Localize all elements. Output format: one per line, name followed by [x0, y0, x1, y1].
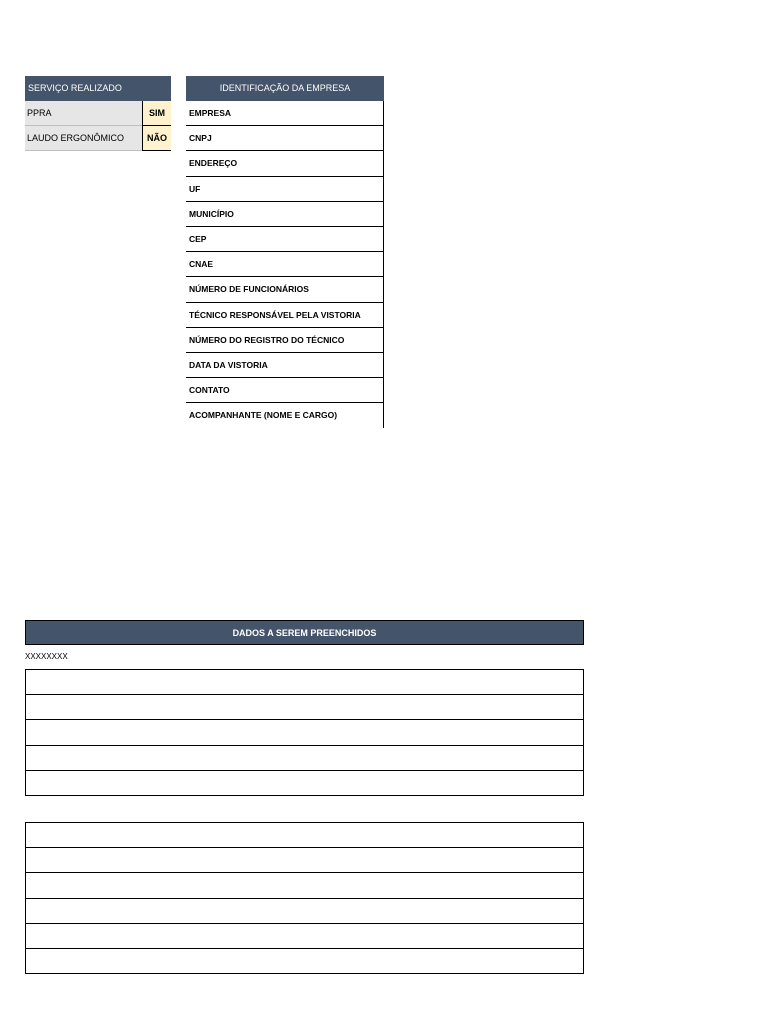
ident-field-cnpj[interactable]: CNPJ — [186, 126, 384, 151]
ident-field-cnae[interactable]: CNAE — [186, 252, 384, 277]
ident-field-empresa[interactable]: EMPRESA — [186, 101, 384, 126]
identificacao-header: IDENTIFICAÇÃO DA EMPRESA — [186, 76, 384, 101]
dados2-row[interactable] — [25, 848, 584, 873]
ident-field-acompanhante[interactable]: ACOMPANHANTE (NOME E CARGO) — [186, 403, 384, 428]
dados-row[interactable] — [25, 695, 584, 720]
servico-row-ppra — [25, 101, 171, 126]
dados2-row[interactable] — [25, 899, 584, 924]
servico-value-cell[interactable]: NÃO — [142, 126, 171, 151]
ident-field-contato[interactable]: CONTATO — [186, 378, 384, 403]
dados-row[interactable] — [25, 771, 584, 796]
servico-label: PPRA — [25, 101, 142, 126]
dados-row[interactable] — [25, 670, 584, 695]
ident-field-municipio[interactable]: MUNICÍPIO — [186, 202, 384, 227]
ident-field-tecnico[interactable]: TÉCNICO RESPONSÁVEL PELA VISTORIA — [186, 303, 384, 328]
dados-table-2 — [25, 822, 584, 974]
dados-row[interactable]: XXXXXXXX — [25, 645, 584, 670]
dados-row[interactable] — [25, 720, 584, 745]
dados2-row[interactable] — [25, 924, 584, 949]
servico-realizado-table — [25, 76, 171, 151]
ident-field-registro[interactable]: NÚMERO DO REGISTRO DO TÉCNICO — [186, 328, 384, 353]
ident-field-cep[interactable]: CEP — [186, 227, 384, 252]
ident-field-funcionarios[interactable]: NÚMERO DE FUNCIONÁRIOS — [186, 277, 384, 302]
servico-header: SERVIÇO REALIZADO — [25, 76, 171, 101]
dados2-row[interactable] — [25, 949, 584, 974]
servico-row-laudo — [25, 126, 171, 151]
servico-value-cell[interactable]: SIM — [142, 101, 171, 126]
dados-table — [25, 620, 584, 796]
ident-field-uf[interactable]: UF — [186, 177, 384, 202]
identificacao-empresa-table — [186, 76, 384, 428]
dados2-row[interactable] — [25, 873, 584, 898]
servico-label: LAUDO ERGONÔMICO — [25, 126, 142, 151]
dados-header: DADOS A SEREM PREENCHIDOS — [25, 620, 584, 645]
dados-row[interactable] — [25, 746, 584, 771]
ident-field-data[interactable]: DATA DA VISTORIA — [186, 353, 384, 378]
ident-field-endereco[interactable]: ENDEREÇO — [186, 151, 384, 176]
dados2-row[interactable] — [25, 823, 584, 848]
